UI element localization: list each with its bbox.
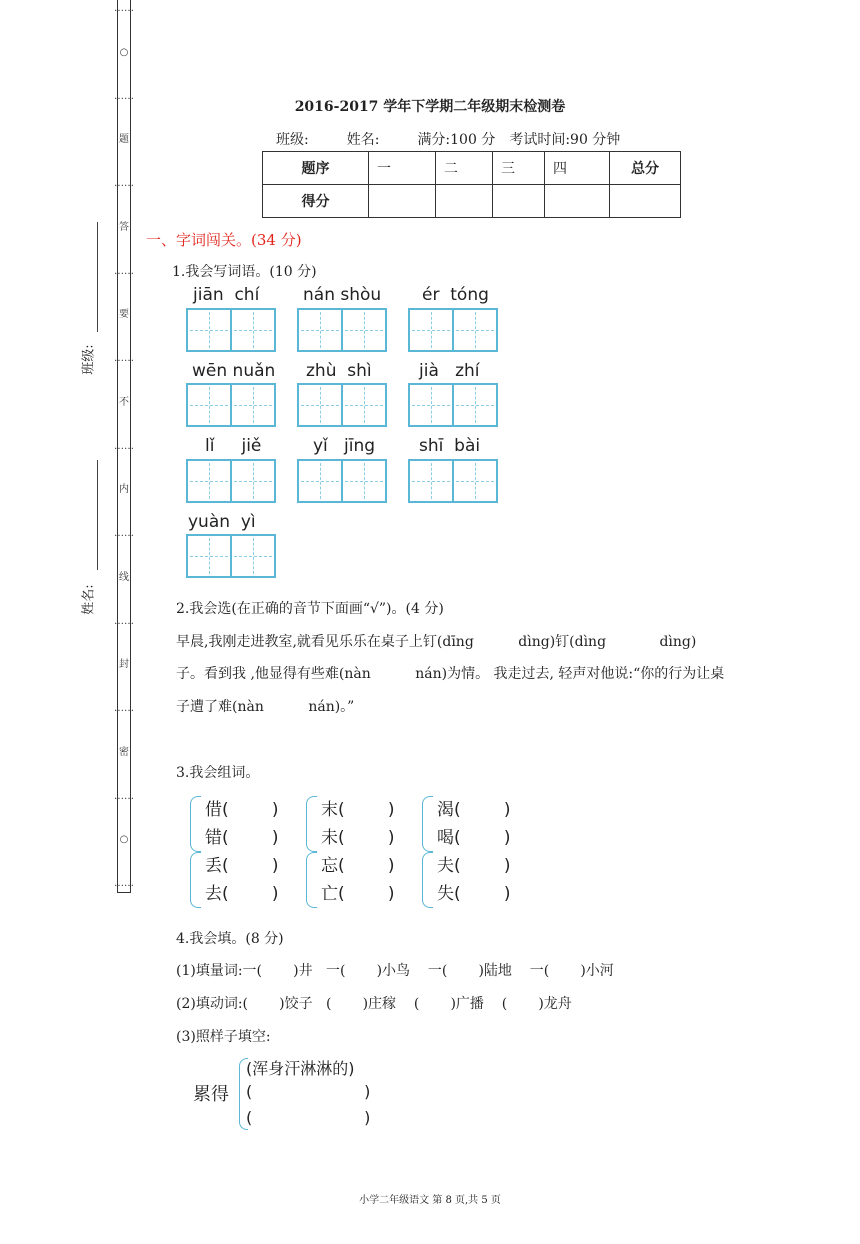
word-group xyxy=(422,852,511,908)
exam-title: 2016-2017 学年下学期二年级期末检测卷 xyxy=(294,99,566,115)
binding-mark: 答 xyxy=(119,221,129,233)
question-3-title: 3.我会组词。 xyxy=(176,765,260,781)
pinyin-label: nán shòu xyxy=(303,285,382,305)
word-group xyxy=(190,852,279,908)
pinyin-label: jià zhí xyxy=(419,361,480,381)
writing-grid[interactable] xyxy=(297,459,387,503)
word-blank[interactable]: 未( ) xyxy=(321,828,395,848)
word-blank[interactable]: 借( ) xyxy=(205,800,279,820)
pinyin-label: jiān chí xyxy=(193,285,260,305)
binding-mark: …… xyxy=(114,615,134,627)
word-blank[interactable]: 失( ) xyxy=(437,884,511,904)
word-blank[interactable]: 末( ) xyxy=(321,800,395,820)
fill-line[interactable]: (2)填动词:( )饺子 ( )庄稼 ( )广播 ( )龙舟 xyxy=(176,996,572,1012)
example-head: 累得 xyxy=(193,1084,229,1105)
word-blank[interactable]: 亡( ) xyxy=(321,884,395,904)
writing-grid[interactable] xyxy=(408,383,498,427)
score-cell[interactable] xyxy=(545,185,610,218)
writing-grid[interactable] xyxy=(186,308,276,352)
score-header-cell: 总分 xyxy=(610,152,681,185)
writing-grid[interactable] xyxy=(186,459,276,503)
score-cell[interactable] xyxy=(369,185,436,218)
page-footer: 小学二年级语文 第 8 页,共 5 页 xyxy=(359,1195,501,1206)
word-blank[interactable]: 忘( ) xyxy=(321,856,395,876)
word-blank[interactable]: 丢( ) xyxy=(205,856,279,876)
binding-mark: 要 xyxy=(119,309,129,321)
writing-grid[interactable] xyxy=(297,308,387,352)
pinyin-label: yǐ jīng xyxy=(313,436,376,456)
writing-grid[interactable] xyxy=(186,534,276,578)
binding-mark: …… xyxy=(114,353,134,364)
score-header-cell: 三 xyxy=(493,152,545,185)
pinyin-label: wēn nuǎn xyxy=(192,361,276,381)
binding-mark: 内 xyxy=(119,484,129,496)
word-blank[interactable]: 喝( ) xyxy=(437,828,511,848)
section-title: 一、字词闯关。(34 分) xyxy=(146,231,302,249)
writing-grid[interactable] xyxy=(408,308,498,352)
side-class-line xyxy=(97,222,98,332)
example-blank[interactable]: ( ) xyxy=(246,1108,371,1127)
binding-mark: …… xyxy=(114,528,134,539)
question-2-title: 2.我会选(在正确的音节下面画“√”)。(4 分) xyxy=(176,601,444,617)
binding-mark: …… xyxy=(114,265,134,277)
binding-mark: …… xyxy=(114,440,134,452)
score-header-cell: 题序 xyxy=(263,152,369,185)
class-label: 班级: xyxy=(276,132,309,148)
word-blank[interactable]: 去( ) xyxy=(205,884,279,904)
word-group xyxy=(422,796,511,852)
question-2-line: 子。看到我 ,他显得有些难(nàn nán)为情。 我走过去, 轻声对他说:“你的行为让桌 xyxy=(176,666,725,682)
binding-mark: ○ xyxy=(119,834,129,846)
pinyin-label: zhù shì xyxy=(306,361,372,381)
fill-line: (3)照样子填空: xyxy=(176,1029,271,1045)
binding-marks xyxy=(114,0,134,893)
question-2-line: 早晨,我刚走进教室,就看见乐乐在桌子上钉(dīng dìng)钉(dìng dìng) xyxy=(176,634,697,650)
exam-time: 考试时间:90 分钟 xyxy=(509,132,621,148)
question-1-title: 1.我会写词语。(10 分) xyxy=(172,264,317,280)
writing-grid[interactable] xyxy=(297,383,387,427)
score-cell[interactable] xyxy=(493,185,545,218)
writing-grid[interactable] xyxy=(186,383,276,427)
binding-mark: ○ xyxy=(119,46,129,58)
binding-mark: …… xyxy=(114,790,134,802)
writing-grid[interactable] xyxy=(408,459,498,503)
score-header-cell: 二 xyxy=(436,152,493,185)
binding-mark: 封 xyxy=(119,659,129,671)
binding-mark: …… xyxy=(114,3,134,14)
question-4-title: 4.我会填。(8 分) xyxy=(176,931,284,947)
full-score: 满分:100 分 xyxy=(417,132,496,148)
word-group xyxy=(190,796,279,852)
side-name-label: 姓名: xyxy=(81,584,97,615)
word-blank[interactable]: 渴( ) xyxy=(437,800,511,820)
binding-mark: …… xyxy=(114,878,134,889)
score-header-cell: 一 xyxy=(369,152,436,185)
question-2-line: 子遭了难(nàn nán)。” xyxy=(176,699,355,715)
score-cell[interactable] xyxy=(610,185,681,218)
binding-mark: 密 xyxy=(119,746,129,758)
binding-mark: …… xyxy=(114,703,134,714)
binding-mark: …… xyxy=(114,178,134,189)
exam-info xyxy=(276,129,620,149)
word-blank[interactable]: 夫( ) xyxy=(437,856,511,876)
score-table xyxy=(262,151,681,218)
pinyin-label: yuàn yì xyxy=(188,512,256,532)
fill-line[interactable]: (1)填量词:一( )井 一( )小鸟 一( )陆地 一( )小河 xyxy=(176,963,614,979)
score-row-label: 得分 xyxy=(263,185,369,218)
binding-mark: …… xyxy=(114,90,134,102)
example-blank[interactable]: ( ) xyxy=(246,1082,371,1101)
side-class-label: 班级: xyxy=(81,344,97,375)
binding-mark: 题 xyxy=(119,134,129,146)
pinyin-label: lǐ jiě xyxy=(205,436,262,456)
side-name-line xyxy=(97,460,98,570)
word-group xyxy=(306,852,395,908)
score-header-cell: 四 xyxy=(545,152,610,185)
word-group xyxy=(306,796,395,852)
binding-mark: 不 xyxy=(119,396,129,408)
word-blank[interactable]: 错( ) xyxy=(205,828,279,848)
pinyin-label: shī bài xyxy=(419,436,481,456)
binding-mark: 线 xyxy=(119,571,129,583)
example-item: (浑身汗淋淋的) xyxy=(246,1059,355,1078)
name-label: 姓名: xyxy=(346,132,380,148)
pinyin-label: ér tóng xyxy=(422,285,489,305)
score-cell[interactable] xyxy=(436,185,493,218)
